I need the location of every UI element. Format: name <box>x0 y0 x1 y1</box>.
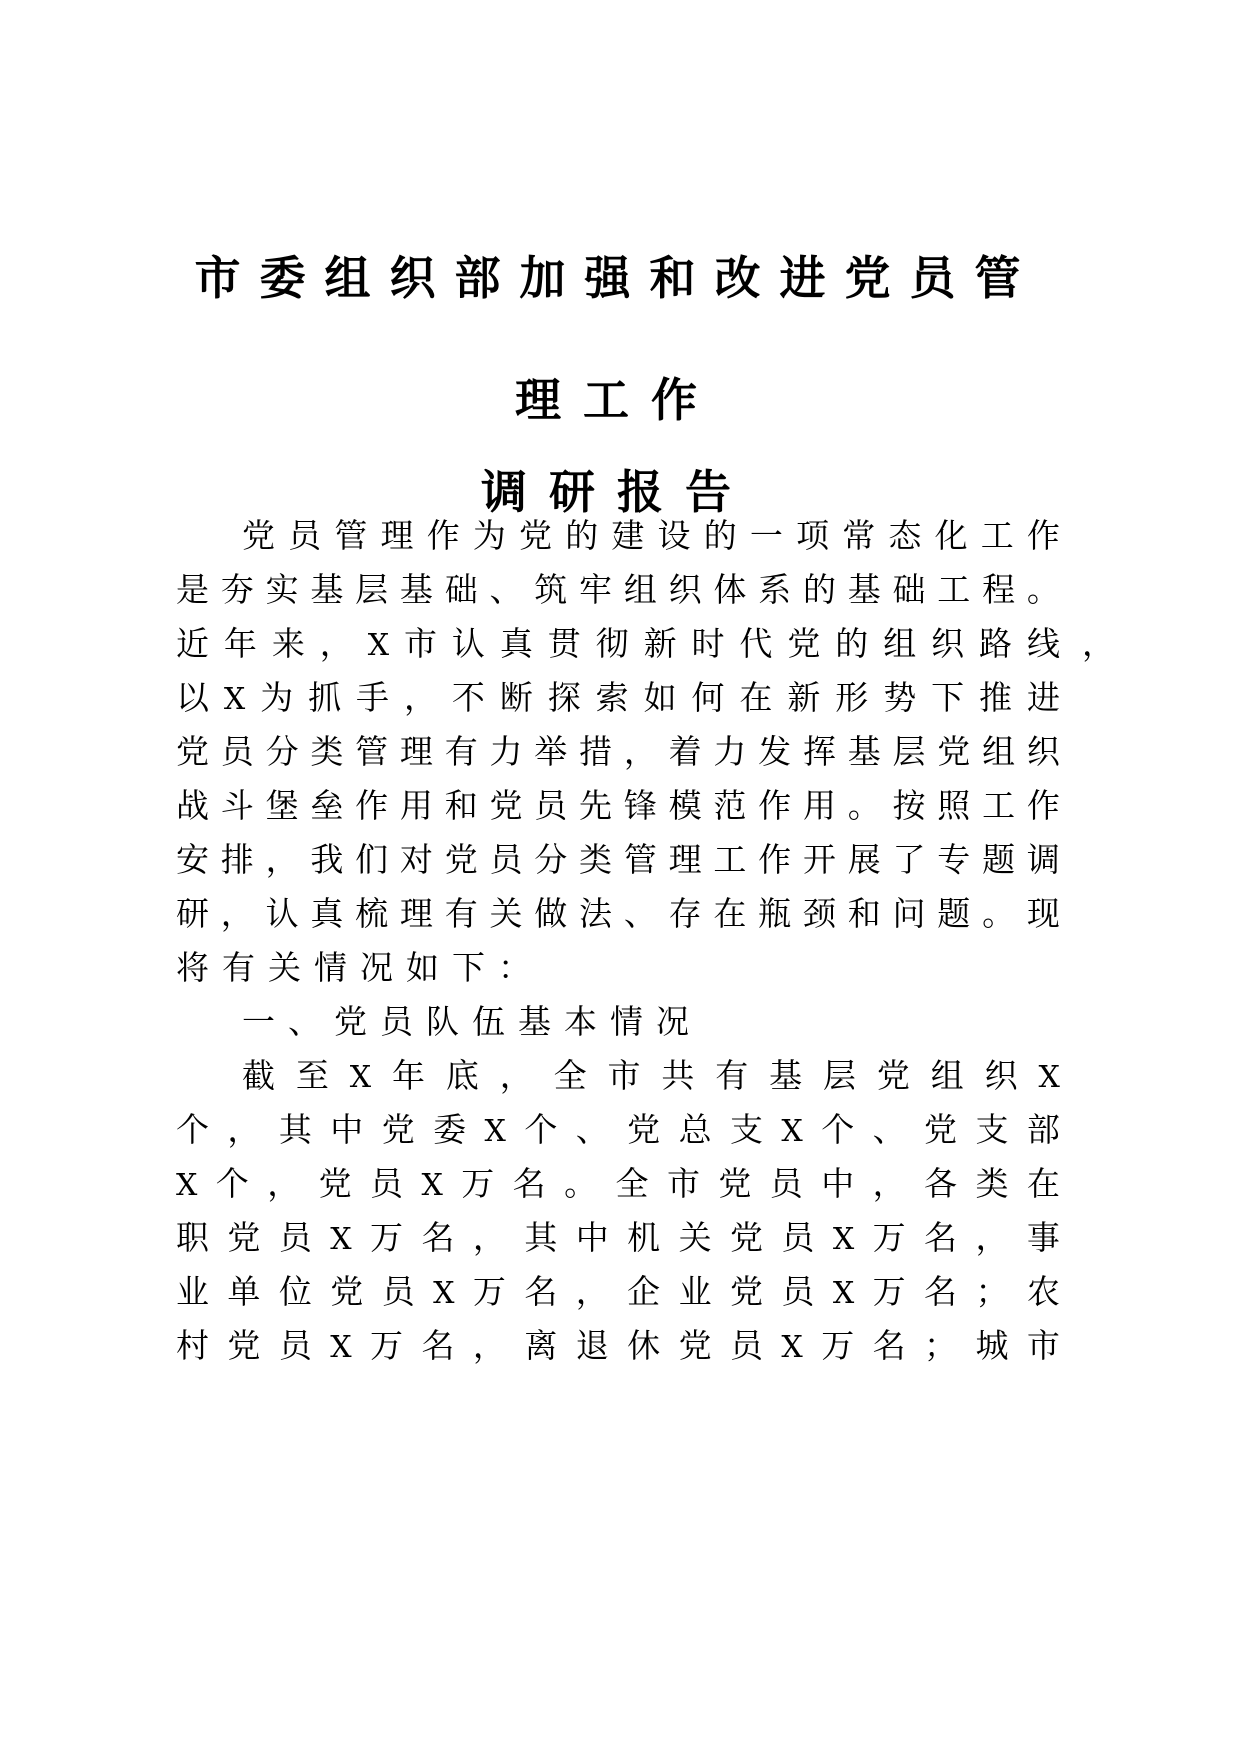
intro-paragraph-line: 是 夯 实 基 层 基 础 、 筑 牢 组 织 体 系 的 基 础 工 程 。 <box>176 570 1060 609</box>
line-overflow-comma: ， <box>1082 624 1115 663</box>
section-1-paragraph-line: 业 单 位 党 员 X 万 名 ， 企 业 党 员 X 万 名 ； 农 <box>176 1272 1060 1311</box>
intro-paragraph-line: 研 ， 认 真 梳 理 有 关 做 法 、 存 在 瓶 颈 和 问 题 。 现 <box>176 894 1060 933</box>
section-1-paragraph-line: 截 至 X 年 底 ， 全 市 共 有 基 层 党 组 织 X <box>242 1056 1060 1095</box>
section-1-paragraph-line: X 个 ， 党 员 X 万 名 。 全 市 党 员 中 ， 各 类 在 <box>176 1164 1060 1203</box>
intro-paragraph-line: 近 年 来 ， X 市 认 真 贯 彻 新 时 代 党 的 组 织 路 线 <box>176 624 1060 663</box>
section-heading-1-line: 一 、 党 员 队 伍 基 本 情 况 <box>242 1002 689 1041</box>
intro-paragraph-line: 党 员 管 理 作 为 党 的 建 设 的 一 项 常 态 化 工 作 <box>242 516 1060 555</box>
document-title-line-1: 市委组织部加强和改进党员管 <box>194 251 1040 305</box>
section-1-paragraph-line: 职 党 员 X 万 名 ， 其 中 机 关 党 员 X 万 名 ， 事 <box>176 1218 1060 1257</box>
intro-paragraph-line: 安 排 ， 我 们 对 党 员 分 类 管 理 工 作 开 展 了 专 题 调 <box>176 840 1060 879</box>
intro-paragraph-line: 将 有 关 情 况 如 下 ： <box>176 948 531 987</box>
section-1-paragraph-line: 村 党 员 X 万 名 ， 离 退 休 党 员 X 万 名 ； 城 市 <box>176 1326 1060 1365</box>
document-subtitle: 调研报告 <box>481 465 753 519</box>
document-title-line-2: 理工作 <box>515 373 719 427</box>
intro-paragraph-line: 党 员 分 类 管 理 有 力 举 措 ， 着 力 发 挥 基 层 党 组 织 <box>176 732 1060 771</box>
section-1-paragraph-line: 个 ， 其 中 党 委 X 个 、 党 总 支 X 个 、 党 支 部 <box>176 1110 1060 1149</box>
intro-paragraph-line: 战 斗 堡 垒 作 用 和 党 员 先 锋 模 范 作 用 。 按 照 工 作 <box>176 786 1060 825</box>
intro-paragraph-line: 以 X 为 抓 手 ， 不 断 探 索 如 何 在 新 形 势 下 推 进 <box>176 678 1060 717</box>
